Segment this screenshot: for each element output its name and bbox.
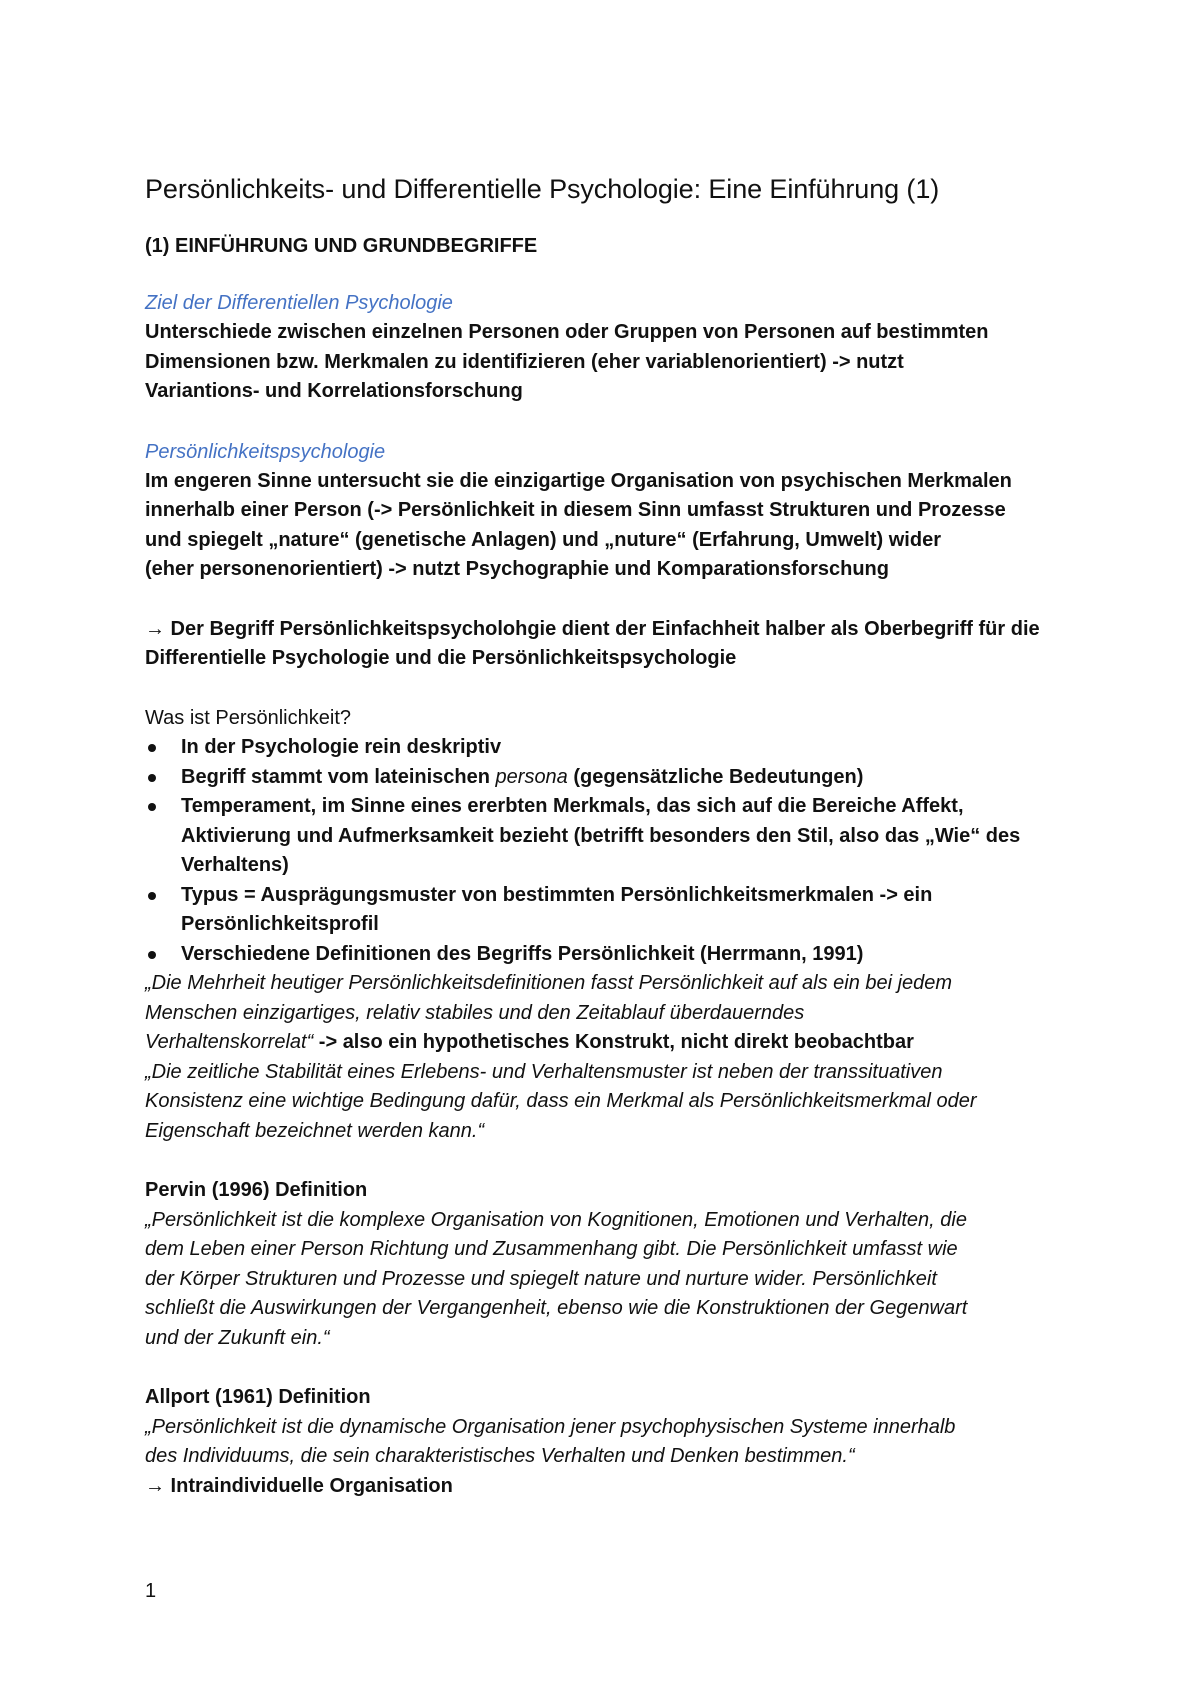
quote-line: und der Zukunft ein.“	[145, 1326, 330, 1349]
pp-line: und spiegelt „nature“ (genetische Anlagen) und „nuture“ (Erfahrung, Umwelt) wider	[145, 528, 941, 551]
quote-line: „Persönlichkeit ist die dynamische Organisation jener psychophysischen Systeme innerhalb	[145, 1415, 956, 1438]
list-item-text: (gegensätzliche Bedeutungen)	[567, 765, 864, 788]
oberbegriff-line	[145, 615, 1080, 645]
list-item	[145, 763, 1080, 793]
quote-line: der Körper Strukturen und Prozesse und spiegelt nature und nurture wider. Persönlichkeit	[145, 1267, 937, 1290]
pervin-label: Pervin (1996) Definition	[145, 1179, 368, 1201]
allport-section	[145, 1383, 1080, 1501]
list-item-line: Aktivierung und Aufmerksamkeit bezieht (betrifft besonders den Stil, also das „Wie“ des	[181, 824, 1021, 847]
ziel-line: Variantions- und Korrelationsforschung	[145, 380, 523, 402]
bullet-icon	[148, 744, 156, 752]
persoenlichkeitspsychologie-heading: Persönlichkeitspsychologie	[145, 440, 386, 463]
list-item	[145, 881, 1080, 940]
oberbegriff-text: Der Begriff Persönlichkeitspsycholohgie dient der Einfachheit halber als Oberbegriff für die	[165, 617, 1040, 640]
page-number: 1	[145, 1580, 157, 1602]
quote-line: Eigenschaft bezeichnet werden kann.“	[145, 1119, 485, 1142]
allport-label: Allport (1961) Definition	[145, 1386, 371, 1408]
quote-line: „Die Mehrheit heutiger Persönlichkeitsdefinitionen fasst Persönlichkeit auf als ein bei jedem	[145, 972, 953, 994]
was-ist-section	[145, 704, 1080, 1147]
quote-line: „Persönlichkeit ist die komplexe Organisation von Kognitionen, Emotionen und Verhalten, die	[145, 1208, 967, 1231]
bullet-icon	[148, 892, 156, 900]
ziel-section	[145, 288, 1080, 407]
oberbegriff-line: Differentielle Psychologie und die Persönlichkeitspsychologie	[145, 647, 737, 669]
list-item-text: Verschiedene Definitionen des Begriffs Persönlichkeit (Herrmann, 1991)	[181, 942, 864, 965]
list-item-line: Persönlichkeitsprofil	[181, 913, 379, 935]
bullet-icon	[148, 803, 156, 811]
arrow-right-icon: →	[145, 617, 165, 640]
oberbegriff-section	[145, 615, 1080, 674]
list-item	[145, 733, 1080, 763]
allport-conclusion-text: Intraindividuelle Organisation	[165, 1474, 453, 1497]
quote-line: Konsistenz eine wichtige Bedingung dafür, dass ein Merkmal als Persönlichkeitsmerkmal oder	[145, 1090, 977, 1112]
list-item-italic: persona	[495, 765, 568, 788]
pervin-section	[145, 1176, 1080, 1353]
list-item-line: Verhaltens)	[181, 854, 289, 876]
quote-line: dem Leben einer Person Richtung und Zusammenhang gibt. Die Persönlichkeit umfasst wie	[145, 1238, 958, 1260]
allport-conclusion	[145, 1472, 1080, 1502]
quote-line-mixed	[145, 1028, 1080, 1058]
quote-line: Menschen einzigartiges, relativ stabiles und den Zeitablauf überdauerndes	[145, 1001, 805, 1024]
bullet-icon	[148, 774, 156, 782]
pp-line: innerhalb einer Person (-> Persönlichkeit in diesem Sinn umfasst Strukturen und Prozesse	[145, 499, 1006, 521]
pp-line: (eher personenorientiert) -> nutzt Psychographie und Komparationsforschung	[145, 558, 889, 580]
list-item-text: Begriff stammt vom lateinischen	[181, 765, 496, 788]
ziel-line: Dimensionen bzw. Merkmalen zu identifizieren (eher variablenorientiert) -> nutzt	[145, 350, 904, 373]
quote-line: des Individuums, die sein charakteristisches Verhalten und Denken bestimmen.“	[145, 1445, 855, 1467]
list-item-line: Temperament, im Sinne eines ererbten Merkmals, das sich auf die Bereiche Affekt,	[181, 795, 964, 817]
list-item-text: In der Psychologie rein deskriptiv	[181, 736, 502, 758]
section-heading: (1) EINFÜHRUNG UND GRUNDBEGRIFFE	[145, 235, 538, 257]
list-item	[145, 940, 1080, 970]
document-title: Persönlichkeits- und Differentielle Psychologie: Eine Einführung (1)	[145, 174, 940, 204]
bullet-icon	[148, 951, 156, 959]
list-item	[145, 792, 1080, 881]
list-item-line: Typus = Ausprägungsmuster von bestimmten Persönlichkeitsmerkmalen -> ein	[181, 883, 933, 906]
quote-line: „Die zeitliche Stabilität eines Erlebens- und Verhaltensmuster ist neben der transsituativen	[145, 1060, 943, 1083]
ziel-line: Unterschiede zwischen einzelnen Personen oder Gruppen von Personen auf bestimmten	[145, 321, 989, 343]
ziel-heading: Ziel der Differentiellen Psychologie	[145, 292, 453, 314]
was-ist-label: Was ist Persönlichkeit?	[145, 706, 351, 729]
quote-italic: Verhaltenskorrelat“	[145, 1031, 314, 1053]
quote-plain: -> also ein hypothetisches Konstrukt, nicht direkt beobachtbar	[313, 1031, 914, 1053]
was-ist-list	[145, 733, 1080, 969]
quote-line: schließt die Auswirkungen der Vergangenheit, ebenso wie die Konstruktionen der Gegenwart	[145, 1297, 968, 1319]
arrow-right-icon: →	[145, 1474, 165, 1497]
pp-line: Im engeren Sinne untersucht sie die einzigartige Organisation von psychischen Merkmalen	[145, 469, 1012, 492]
persoenlichkeitspsychologie-section	[145, 437, 1080, 585]
